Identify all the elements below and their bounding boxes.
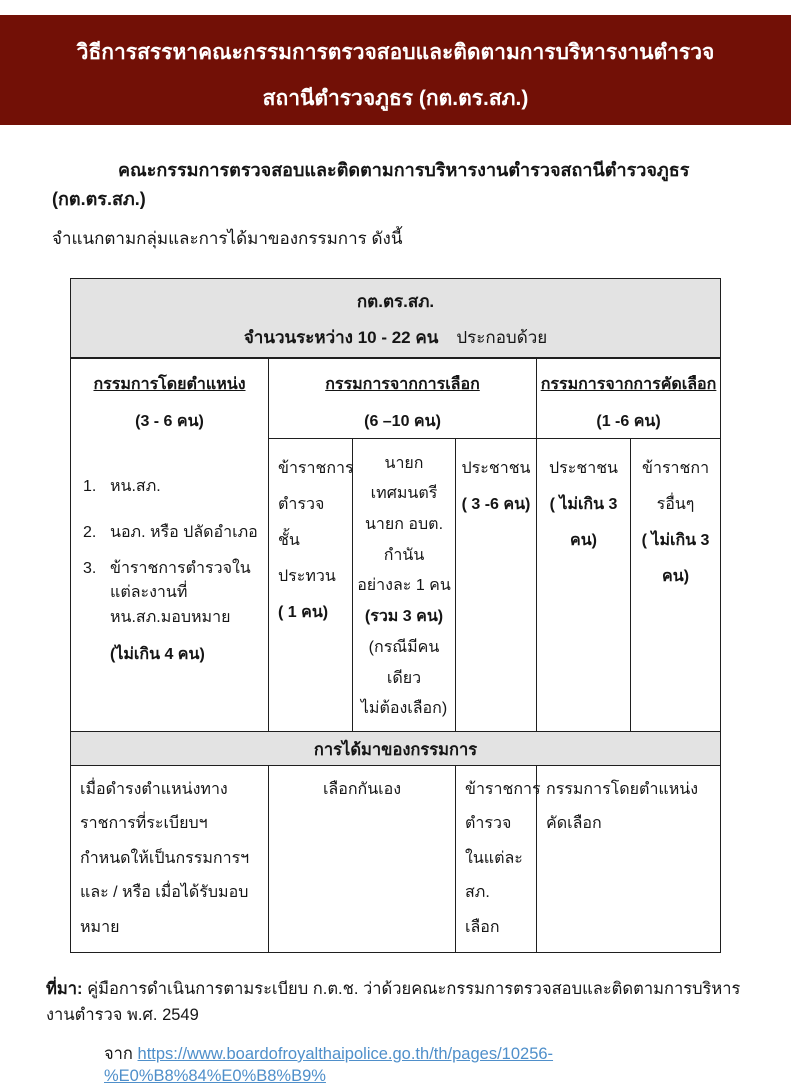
by-position-list xyxy=(71,439,268,675)
cell-group-by-position xyxy=(71,358,269,731)
cell-group-elected xyxy=(269,358,537,438)
cell-acquisition-police-elect: ข้าราชการตำรวจในแต่ละ สภ. เลือก xyxy=(456,765,537,952)
committee-size-suffix: ประกอบด้วย xyxy=(456,328,548,347)
intro-second-sentence: จำแนกตามกลุ่มและการได้มาของกรรมการ ดังนี้ xyxy=(52,229,403,248)
source-line xyxy=(46,976,751,1028)
intro-paragraph xyxy=(52,155,731,252)
source-section xyxy=(46,976,751,1086)
cell-officials-selected: ข้าราชการอื่นๆ ( ไม่เกิน 3 คน) xyxy=(631,438,721,731)
group-elected-count: (6 –10 คน) xyxy=(364,413,441,430)
header-banner xyxy=(0,15,791,125)
document-page xyxy=(0,15,791,1085)
cell-citizens-selected: ประชาชน ( ไม่เกิน 3 คน) xyxy=(537,438,631,731)
page-title-line2: สถานีตำรวจภูธร (กต.ตร.สภ.) xyxy=(262,87,529,110)
from-label: จาก xyxy=(104,1044,133,1063)
committee-abbr: กต.ตร.สภ. xyxy=(356,292,435,311)
cell-acquisition-selected: กรรมการโดยตำแหน่งคัดเลือก xyxy=(537,765,721,952)
cell-acquisition-header: การได้มาของกรรมการ xyxy=(71,731,721,765)
cell-group-selected xyxy=(537,358,721,438)
source-link[interactable]: https://www.boardofroyalthaipolice.go.th/th/pages/10256-%E0%B8%84%E0%B8%B9% xyxy=(104,1044,554,1085)
by-position-limit-note: (ไม่เกิน 4 คน) xyxy=(110,645,205,663)
committee-size-range: จำนวนระหว่าง 10 - 22 คน xyxy=(243,328,439,347)
group-selected-title: กรรมการจากการคัดเลือก xyxy=(540,376,717,393)
source-label: ที่มา: xyxy=(46,979,83,998)
cell-acquisition-elected: เลือกกันเอง xyxy=(269,765,456,952)
group-selected-count: (1 -6 คน) xyxy=(596,413,661,430)
cell-acquisition-by-position: เมื่อดำรงตำแหน่งทางราชการที่ระเบียบฯ กำหนดให้เป็นกรรมการฯ และ / หรือ เมื่อได้รับมอบหมาย xyxy=(71,765,269,952)
list-item: 1. หน.สภ. xyxy=(83,478,161,495)
cell-committee-header xyxy=(71,279,721,359)
cell-police-nco: ข้าราชการ ตำรวจ ชั้นประทวน ( 1 คน) xyxy=(269,438,353,731)
group-elected-title: กรรมการจากการเลือก xyxy=(325,376,480,393)
page-title-line1: วิธีการสรรหาคณะกรรมการตรวจสอบและติดตามการบริหารงานตำรวจ xyxy=(76,41,715,64)
group-by-position-title: กรรมการโดยตำแหน่ง xyxy=(93,376,246,393)
source-from-line xyxy=(104,1041,751,1086)
source-text: คู่มือการดำเนินการตามระเบียบ ก.ต.ช. ว่าด้วยคณะกรรมการตรวจสอบและติดตามการบริหารงานตำรวจ พ.ศ. 2549 xyxy=(46,979,741,1024)
list-item: 2. นอภ. หรือ ปลัดอำเภอ xyxy=(83,523,258,541)
committee-structure-table xyxy=(70,278,721,953)
intro-lead-sentence: คณะกรรมการตรวจสอบและติดตามการบริหารงานตำรวจสถานีตำรวจภูธร (กต.ตร.สภ.) xyxy=(52,160,690,209)
cell-citizens-elected: ประชาชน ( 3 -6 คน) xyxy=(456,438,537,731)
group-by-position-count: (3 - 6 คน) xyxy=(135,413,204,430)
list-item: 3. ข้าราชการตำรวจในแต่ละงานที่ หน.สภ.มอบหมาย xyxy=(83,559,251,627)
group-by-position-header xyxy=(71,359,268,439)
committee-size-line xyxy=(75,324,716,351)
cell-local-leaders: นายกเทศมนตรี นายก อบต. กำนัน อย่างละ 1 คน (รวม 3 คน) (กรณีมีคนเดียว ไม่ต้องเลือก) xyxy=(353,438,456,731)
